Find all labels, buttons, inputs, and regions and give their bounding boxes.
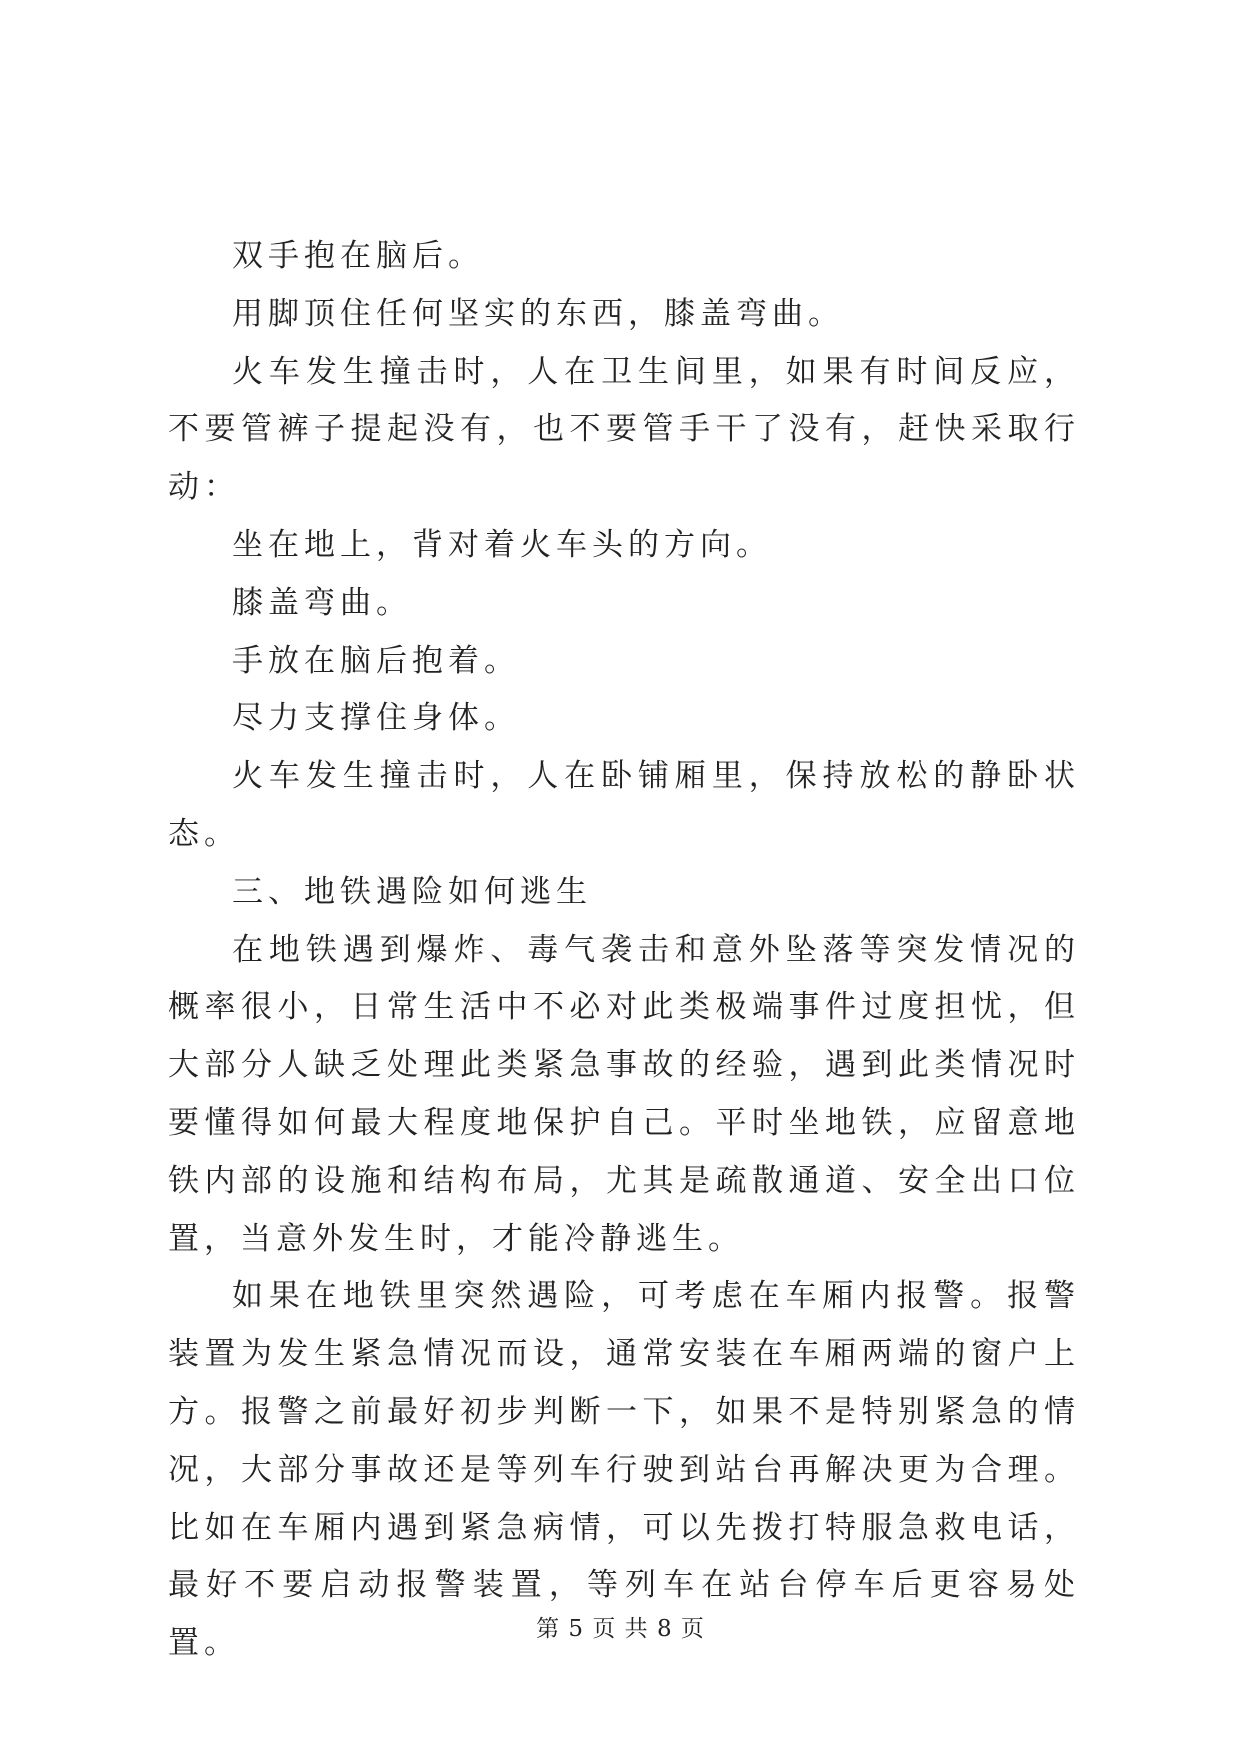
paragraph: 在地铁遇到爆炸、毒气袭击和意外坠落等突发情况的概率很小，日常生活中不必对此类极端事件过度担忧，但大部分人缺乏处理此类紧急事故的经验，遇到此类情况时要懂得如何最大程度地保护自己。平时坐地铁，应留意地铁内部的设施和结构布局，尤其是疏散通道、安全出口位置，当意外发生时，才能冷静逃生。 xyxy=(168,931,1080,1257)
paragraph: 坐在地上，背对着火车头的方向。 xyxy=(232,526,772,563)
section-heading: 三、地铁遇险如何逃生 xyxy=(232,873,592,910)
paragraph: 膝盖弯曲。 xyxy=(232,584,412,621)
paragraph: 手放在脑后抱着。 xyxy=(232,642,520,679)
document-body xyxy=(168,228,1080,1673)
page-number-footer: 第 5 页 共 8 页 xyxy=(536,1616,705,1642)
paragraph: 如果在地铁里突然遇险，可考虑在车厢内报警。报警装置为发生紧急情况而设，通常安装在车厢两端的窗户上方。报警之前最好初步判断一下，如果不是特别紧急的情况，大部分事故还是等列车行驶到站台再解决更为合理。比如在车厢内遇到紧急病情，可以先拨打特服急救电话，最好不要启动报警装置，等列车在站台停车后更容易处置。 xyxy=(168,1278,1080,1662)
paragraph: 用脚顶住任何坚实的东西，膝盖弯曲。 xyxy=(232,295,844,332)
paragraph: 尽力支撑住身体。 xyxy=(232,700,520,737)
paragraph: 双手抱在脑后。 xyxy=(232,238,484,274)
paragraph: 火车发生撞击时，人在卧铺厢里，保持放松的静卧状态。 xyxy=(168,758,1080,852)
paragraph: 火车发生撞击时，人在卫生间里，如果有时间反应，不要管裤子提起没有，也不要管手干了没有，赶快采取行动： xyxy=(168,353,1080,506)
